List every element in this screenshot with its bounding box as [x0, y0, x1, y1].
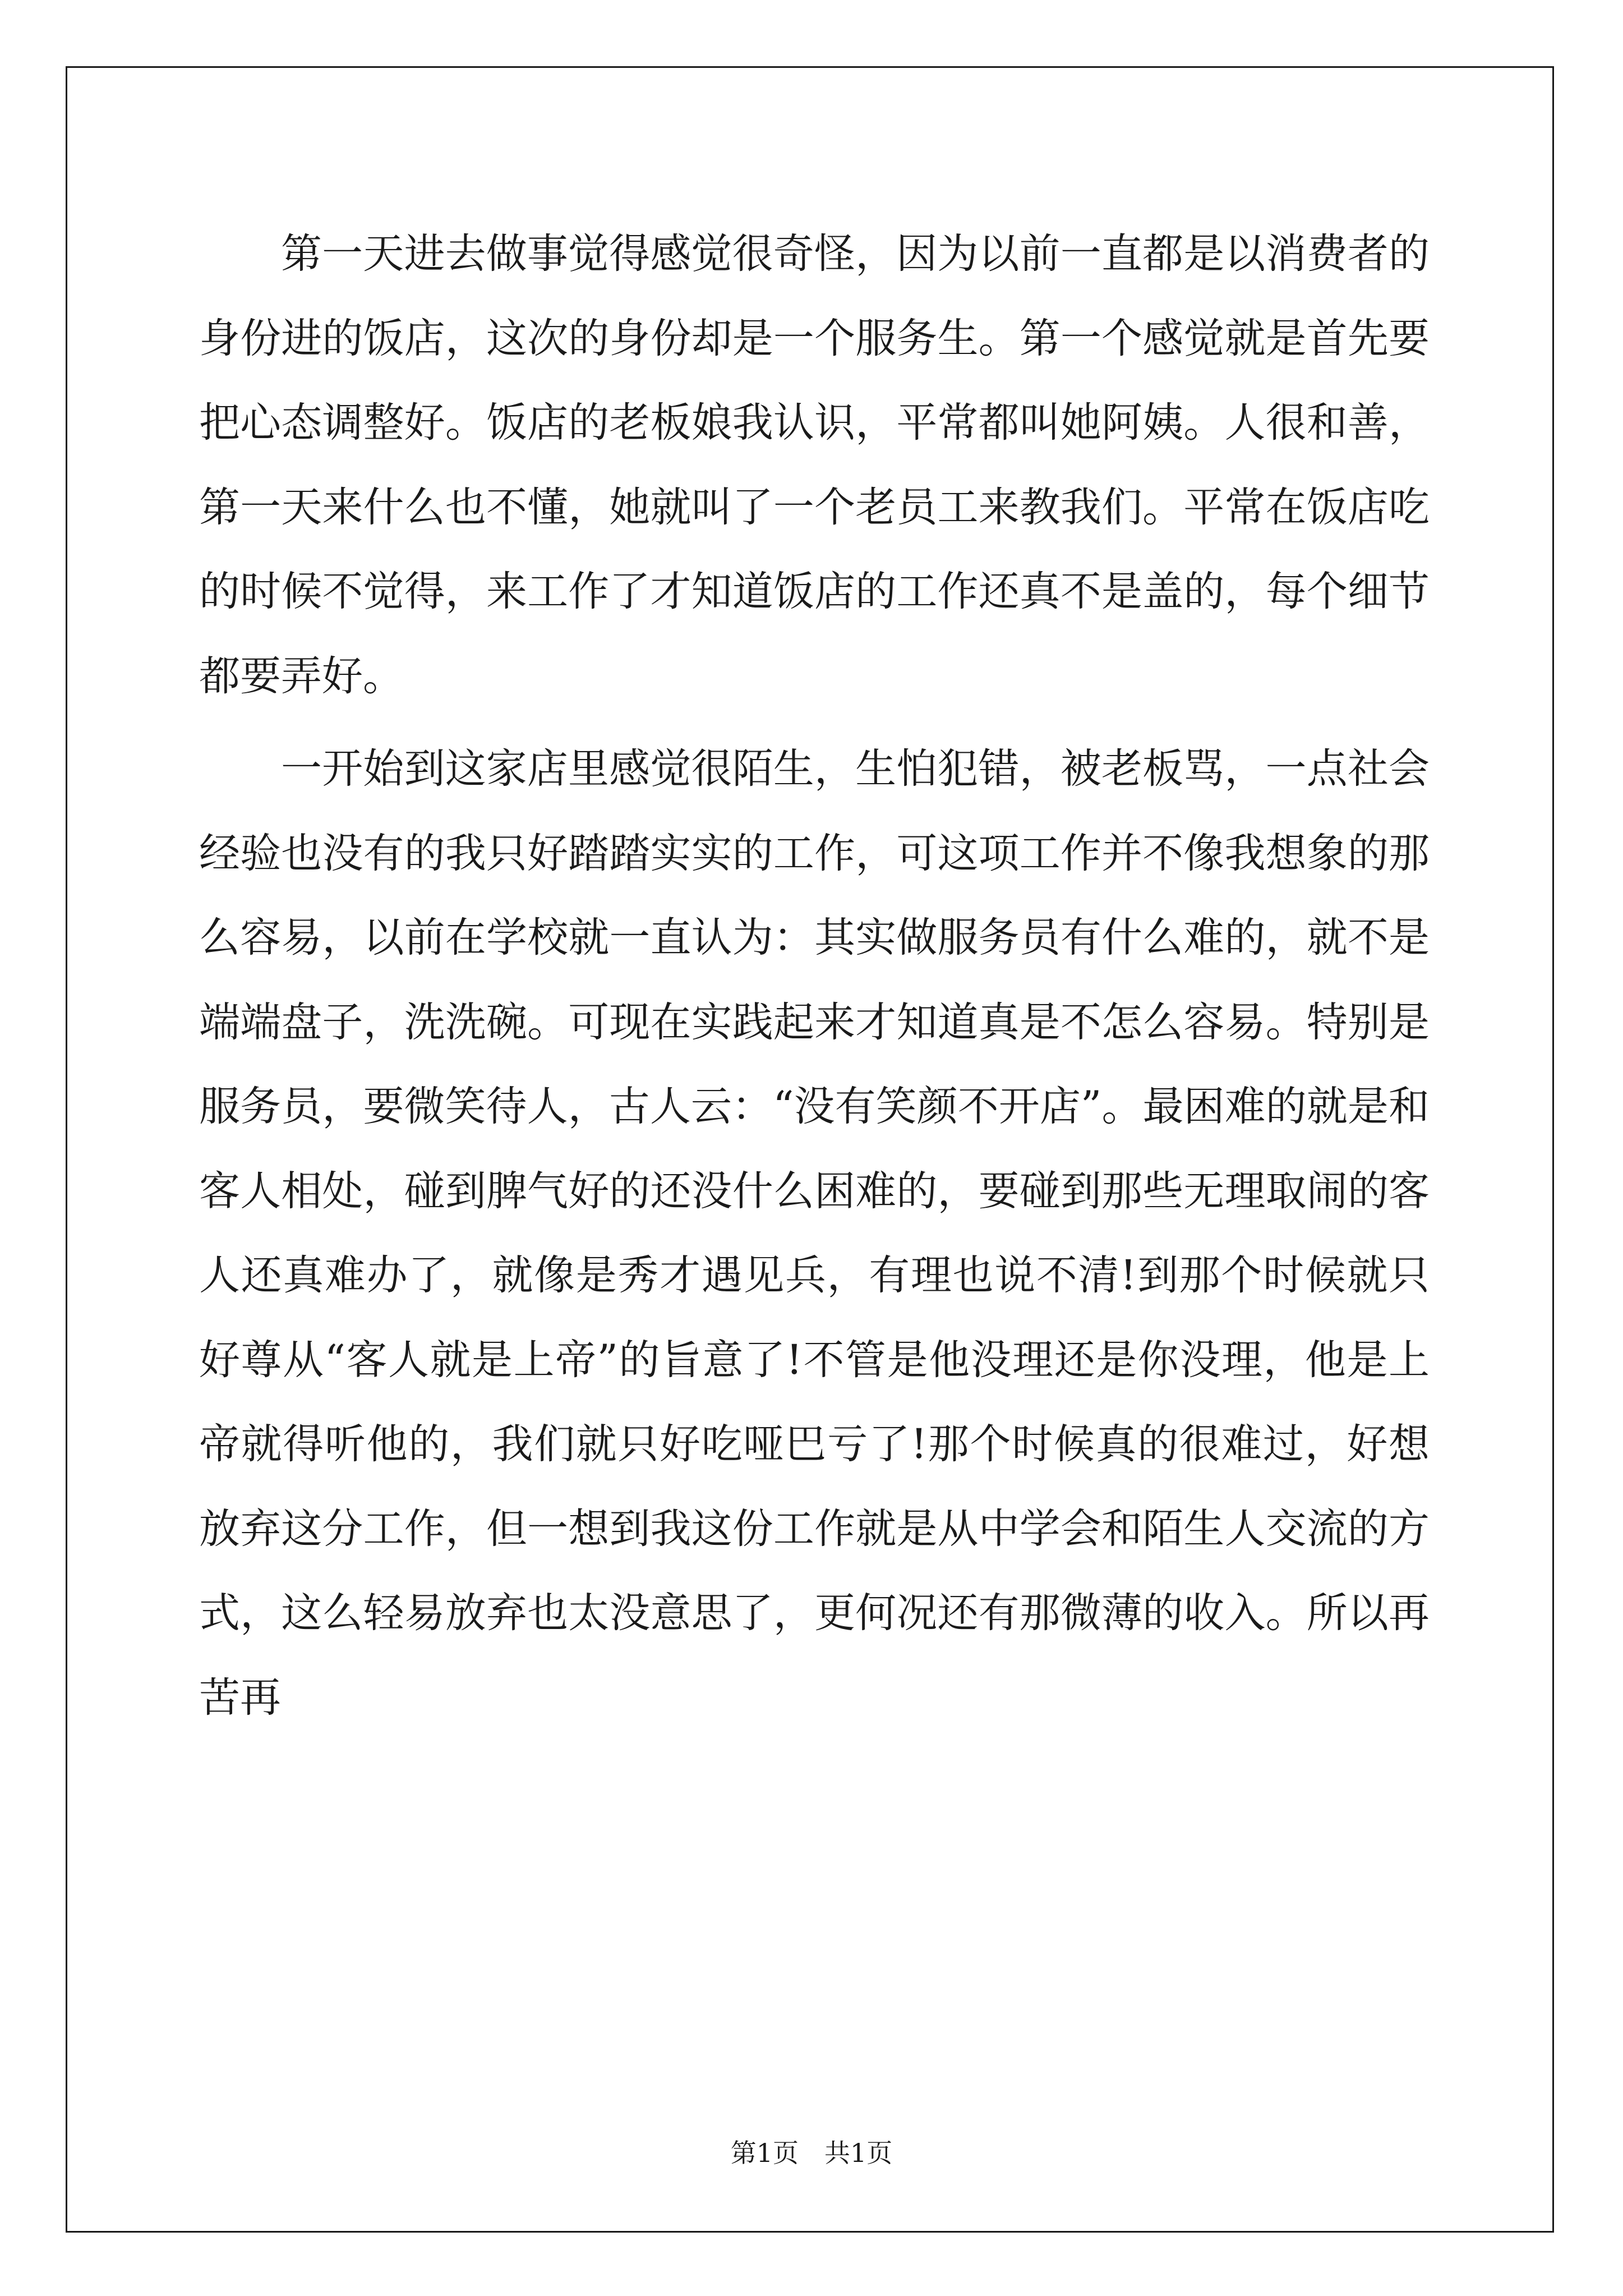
document-body: [199, 212, 1430, 1749]
paragraph-2: 一开始到这家店里感觉很陌生，生怕犯错，被老板骂，一点社会经验也没有的我只好踏踏实实的工作，可这项工作并不像我想象的那么容易，以前在学校就一直认为：其实做服务员有什么难的，就不是端端盘子，洗洗碗。可现在实践起来才知道真是不怎么容易。特别是服务员，要微笑待人，古人云：“没有笑颜不开店”。最困难的就是和客人相处，碰到脾气好的还没什么困难的，要碰到那些无理取闹的客人还真难办了，就像是秀才遇见兵，有理也说不清!到那个时候就只好尊从“客人就是上帝”的旨意了!不管是他没理还是你没理，他是上帝就得听他的，我们就只好吃哑巴亏了!那个时候真的很难过，好想放弃这分工作，但一想到我这份工作就是从中学会和陌生人交流的方式，这么轻易放弃也太没意思了，更何况还有那微薄的收入。所以再苦再: [199, 745, 1430, 1722]
paragraph-1: 第一天进去做事觉得感觉很奇怪，因为以前一直都是以消费者的身份进的饭店，这次的身份却是一个服务生。第一个感觉就是首先要把心态调整好。饭店的老板娘我认识，平常都叫她阿姨。人很和善，第一天来什么也不懂，她就叫了一个老员工来教我们。平常在饭店吃的时候不觉得，来工作了才知道饭店的工作还真不是盖的，每个细节都要弄好。: [199, 230, 1430, 700]
page-footer: [0, 2136, 1623, 2170]
page-number: 第1页: [730, 2138, 799, 2168]
page-total: 共1页: [824, 2138, 893, 2168]
